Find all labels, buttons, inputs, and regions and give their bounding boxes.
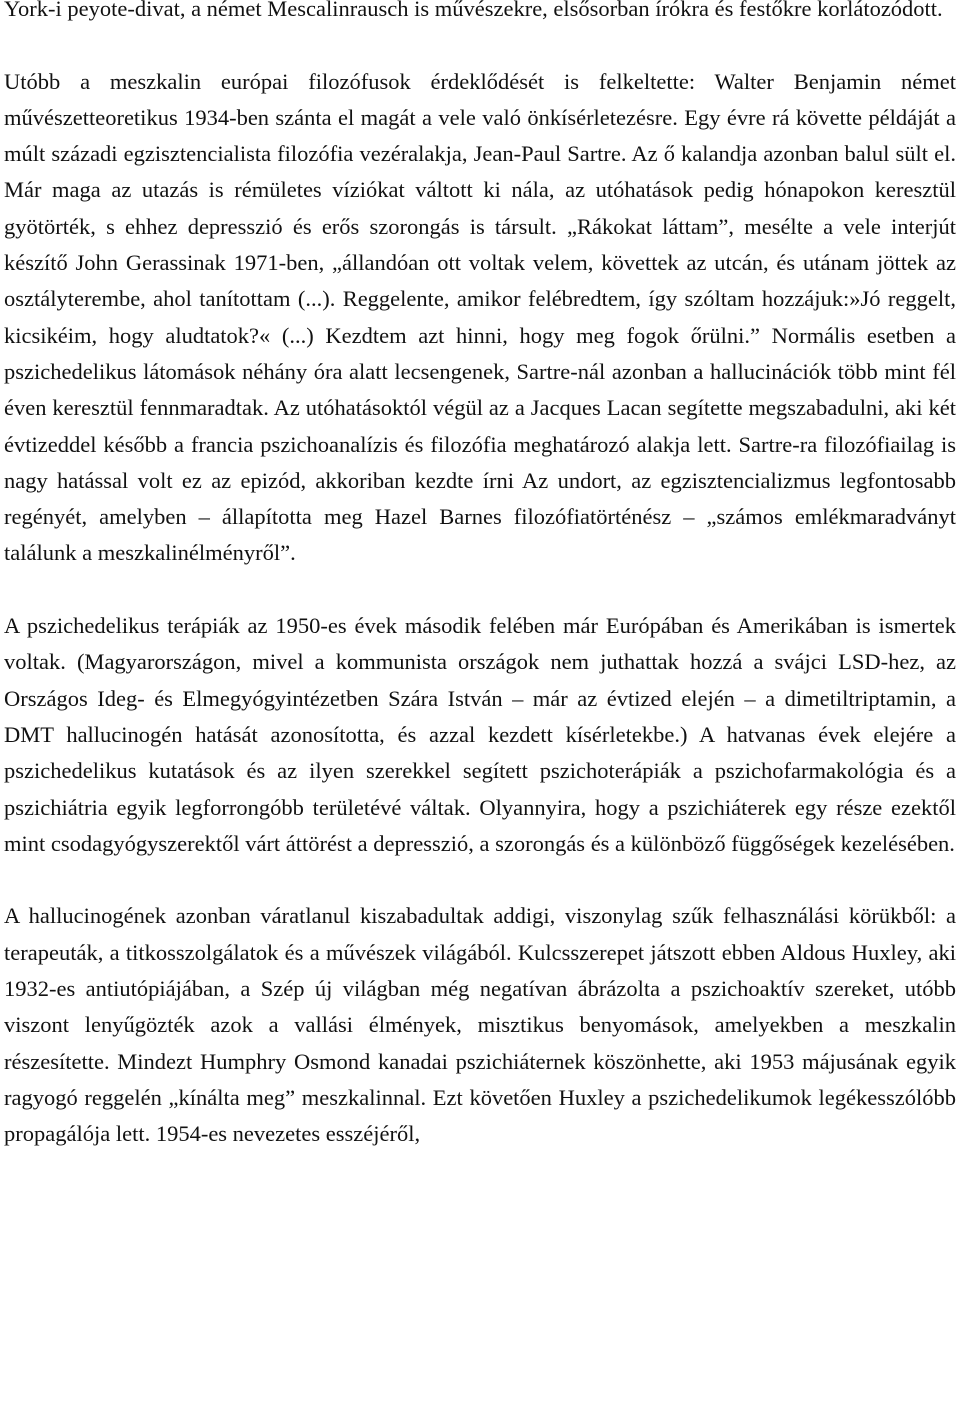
paragraph-2: Utóbb a meszkalin európai filozófusok érdeklődését is felkeltette: Walter Benjamin német művészetteoretikus 1934-ben szánta el magát a vele való önkísérletezésre. Egy évre rá követte példáját a múlt századi egzisztencialista filozófia vezéralakja, Jean-Paul Sartre. Az ő kalandja azonban balul sült el. Már maga az utazás is rémületes víziókat váltott ki nála, az utóhatások pedig hónapokon keresztül gyötörték, s ehhez depresszió és erős szorongás is társult. „Rákokat láttam”, mesélte a vele interjút készítő John Gerassinak 1971-ben, „állandóan ott voltak velem, követtek az utcán, és utánam jöttek az osztályterembe, ahol tanítottam (...). Reggelente, amikor felébredtem, így szóltam hozzájuk:»Jó reggelt, kicsikéim, hogy aludtatok?« (...) Kezdtem azt hinni, hogy meg fogok őrülni.” Normális esetben a pszichedelikus látomások néhány óra alatt lecsengenek, Sartre-nál azonban a hallucinációk több mint fél éven keresztül fennmaradtak. Az utóhatásoktól végül az a Jacques Lacan segítette megszabadulni, aki két évtizeddel később a francia pszichoanalízis és filozófia meghatározó alakja lett. Sartre-ra filozófiailag is nagy hatással volt ez az epizód, akkoriban kezdte írni Az undort, az egzisztencializmus legfontosabb regényét, amelyben – állapította meg Hazel Barnes filozófiatörténész – „számos emlékmaradványt találunk a meszkalinélményről”. [4, 68, 956, 566]
paragraph-1: York-i peyote-divat, a német Mescalinrausch is művészekre, elsősorban írókra és festőkre korlátozódott. [4, 0, 943, 21]
paragraph-3: A pszichedelikus terápiák az 1950-es évek második felében már Európában és Amerikában is ismertek voltak. (Magyarországon, mivel a kommunista országok nem juthattak hozzá a svájci LSD-hez, az Országos Ideg- és Elmegyógyintézetben Szára István – már az évtized elején – a dimetiltriptamin, a DMT hallucinogén hatását azonosította, és azzal kezdett kísérletekbe.) A hatvanas évek elejére a pszichedelikus kutatások és az ilyen szerekkel segített pszichoterápiák a pszichofarmakológia és a pszichiátria egyik legforrongóbb területévé váltak. Olyannyira, hogy a pszichiáterek egy része ezektől mint csodagyógyszerektől várt áttörést a depresszió, a szorongás és a különböző függőségek kezelésében. [4, 613, 956, 856]
document-page [4, 0, 956, 1153]
paragraph-4: A hallucinogének azonban váratlanul kiszabadultak addigi, viszonylag szűk felhasználási körükből: a terapeuták, a titkosszolgálatok és a művészek világából. Kulcsszerepet játszott ebben Aldous Huxley, aki 1932-es antiutópiájában, a Szép új világban még negatívan ábrázolta a pszichoaktív szereket, utóbb viszont lenyűgözték azok a vallási élmények, misztikus benyomások, amelyekben a meszkalin részesítette. Mindezt Humphry Osmond kanadai pszichiáternek köszönhette, aki 1953 májusának egyik ragyogó reggelén „kínálta meg” meszkalinnal. Ezt követően Huxley a pszichedelikumok legékesszólóbb propagálója lett. 1954-es nevezetes esszéjéről, [4, 903, 956, 1147]
